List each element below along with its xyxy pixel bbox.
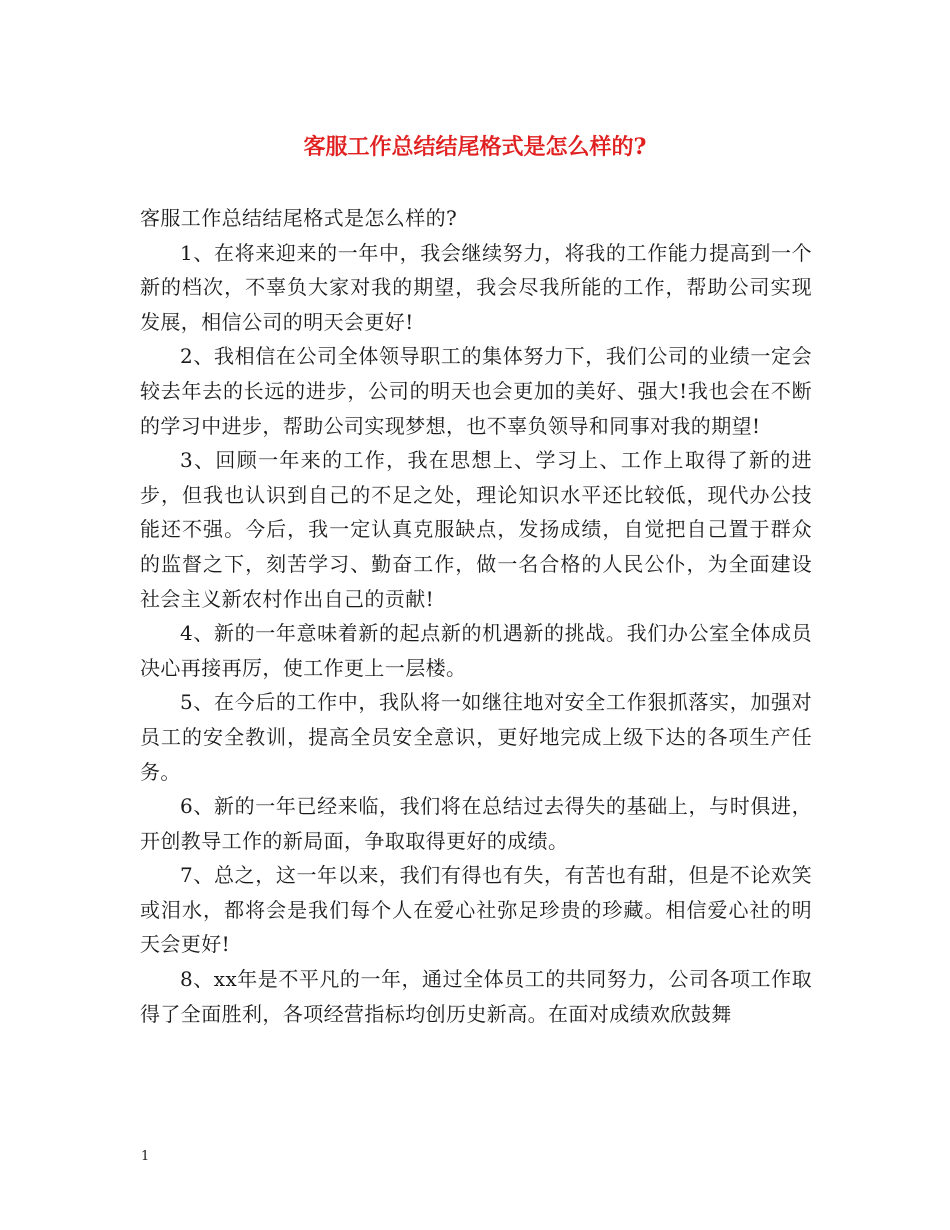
document-title: 客服工作总结结尾格式是怎么样的? <box>303 134 647 160</box>
paragraph-6: 6、新的一年已经来临，我们将在总结过去得失的基础上，与时俱进，开创教导工作的新局面，争取取得更好的成绩。 <box>140 794 812 853</box>
paragraph-7: 7、总之，这一年以来，我们有得也有失，有苦也有甜，但是不论欢笑或泪水，都将会是我们每个人在爱心社弥足珍贵的珍藏。相信爱心社的明天会更好! <box>140 863 812 957</box>
paragraph-3: 3、回顾一年来的工作，我在思想上、学习上、工作上取得了新的进步，但我也认识到自己的不足之处，理论知识水平还比较低，现代办公技能还不强。今后，我一定认真克服缺点，发扬成绩，自觉把自己置于群众的监督之下，刻苦学习、勤奋工作，做一名合格的人民公仆，为全面建设社会主义新农村作出自己的贡献! <box>140 448 812 611</box>
paragraph-1: 1、在将来迎来的一年中，我会继续努力，将我的工作能力提高到一个新的档次，不辜负大家对我的期望，我会尽我所能的工作，帮助公司实现发展，相信公司的明天会更好! <box>140 240 812 334</box>
page-number: 1 <box>141 1149 150 1164</box>
paragraph-4: 4、新的一年意味着新的起点新的机遇新的挑战。我们办公室全体成员决心再接再厉，使工作更上一层楼。 <box>140 621 812 680</box>
document-subtitle: 客服工作总结结尾格式是怎么样的? <box>140 206 458 230</box>
document-body <box>140 201 812 1031</box>
paragraph-2: 2、我相信在公司全体领导职工的集体努力下，我们公司的业绩一定会较去年去的长远的进步，公司的明天也会更加的美好、强大!我也会在不断的学习中进步，帮助公司实现梦想，也不辜负领导和同事对我的期望! <box>140 344 812 438</box>
paragraph-5: 5、在今后的工作中，我队将一如继往地对安全工作狠抓落实，加强对员工的安全教训，提高全员安全意识，更好地完成上级下达的各项生产任务。 <box>140 690 812 784</box>
paragraph-8: 8、xx年是不平凡的一年，通过全体员工的共同努力，公司各项工作取得了全面胜利，各项经营指标均创历史新高。在面对成绩欢欣鼓舞 <box>140 967 812 1026</box>
